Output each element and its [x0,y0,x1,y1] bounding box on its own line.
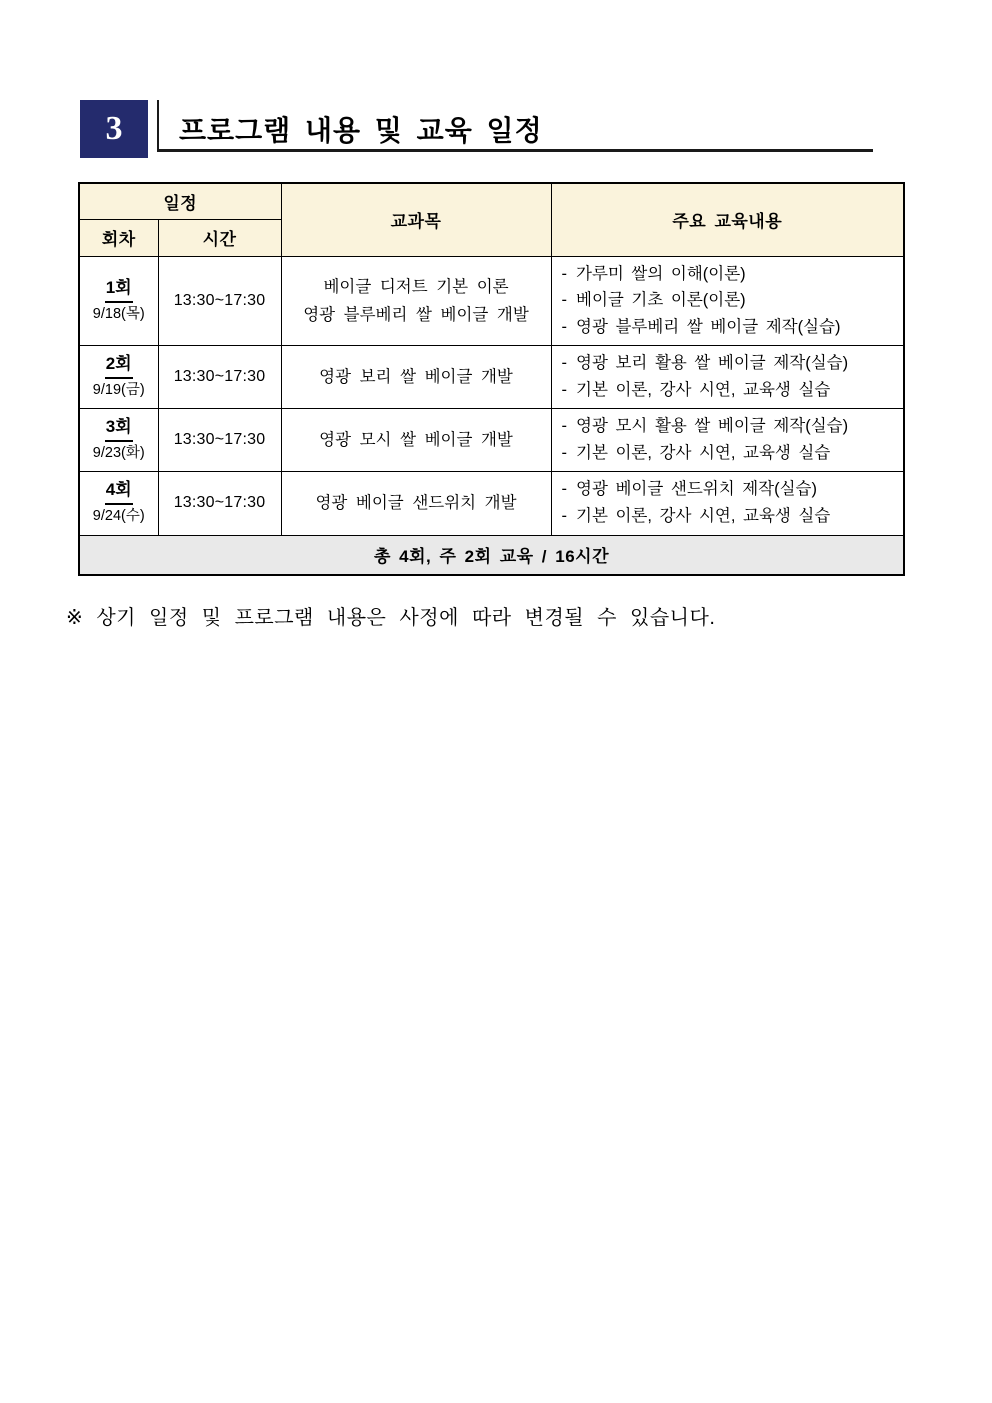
contents-cell [551,471,904,535]
bullet-dash: - [561,416,568,435]
section-header [80,100,873,158]
summary-cell: 총 4회, 주 2회 교육 / 16시간 [79,535,904,575]
content-text: 영광 보리 활용 쌀 베이글 제작(실습) [576,353,849,372]
subject-line: 베이글 디저트 기본 이론 [323,277,509,296]
content-item [560,440,900,467]
contents-cell [551,408,904,471]
content-text: 기본 이론, 강사 시연, 교육생 실습 [576,507,831,526]
table-row [79,471,904,535]
table-row [79,256,904,345]
schedule-table [78,182,905,576]
column-header-session: 회차 [79,219,158,256]
content-text: 베이글 기초 이론(이론) [576,291,746,310]
session-cell [79,408,158,471]
session-cell [79,345,158,408]
section-number-box [80,100,148,158]
disclaimer-note: ※ 상기 일정 및 프로그램 내용은 사정에 따라 변경될 수 있습니다. [66,607,716,630]
subject-cell [281,256,551,345]
content-item [560,350,900,377]
content-text: 기본 이론, 강사 시연, 교육생 실습 [576,380,831,399]
column-header-schedule: 일정 [79,183,281,219]
content-item [560,476,900,503]
subject-cell [281,408,551,471]
subject-cell [281,345,551,408]
subject-line: 영광 모시 쌀 베이글 개발 [319,430,513,449]
content-text: 영광 블루베리 쌀 베이글 제작(실습) [576,317,841,336]
session-number: 4회 [105,479,133,505]
table-summary-row [79,535,904,575]
subject-line: 영광 블루베리 쌀 베이글 개발 [303,305,529,324]
bullet-dash: - [561,480,568,499]
page-title: 프로그램 내용 및 교육 일정 [179,115,543,146]
bullet-dash: - [561,291,568,310]
content-text: 가루미 쌀의 이해(이론) [576,264,746,283]
subject-cell [281,471,551,535]
content-item [560,261,900,288]
session-number: 3회 [105,416,133,442]
bullet-dash: - [561,380,568,399]
table-row [79,345,904,408]
content-item [560,503,900,530]
subject-line: 영광 베이글 샌드위치 개발 [315,494,517,513]
content-item [560,314,900,341]
table-header [79,183,904,256]
session-date: 9/19(금) [92,381,145,398]
subject-line: 영광 보리 쌀 베이글 개발 [319,367,513,386]
contents-cell [551,256,904,345]
time-cell: 13:30~17:30 [158,408,281,471]
column-header-contents: 주요 교육내용 [551,183,904,256]
session-cell [79,256,158,345]
content-text: 영광 베이글 샌드위치 제작(실습) [576,480,817,499]
section-number: 3 [105,110,123,147]
table-row [79,408,904,471]
content-text: 기본 이론, 강사 시연, 교육생 실습 [576,443,831,462]
column-header-subject: 교과목 [281,183,551,256]
time-cell: 13:30~17:30 [158,256,281,345]
session-date: 9/24(수) [92,508,145,525]
session-cell [79,471,158,535]
bullet-dash: - [561,264,568,283]
session-date: 9/18(목) [92,305,145,322]
session-number: 1회 [105,277,133,303]
contents-cell [551,345,904,408]
content-text: 영광 모시 활용 쌀 베이글 제작(실습) [576,416,849,435]
content-item [560,413,900,440]
session-date: 9/23(화) [92,444,145,461]
content-item [560,287,900,314]
bullet-dash: - [561,507,568,526]
content-item [560,377,900,404]
column-header-time: 시간 [158,219,281,256]
bullet-dash: - [561,443,568,462]
header-row-top [79,183,904,219]
time-cell: 13:30~17:30 [158,471,281,535]
session-number: 2회 [105,353,133,379]
bullet-dash: - [561,353,568,372]
section-title-area [157,100,873,152]
bullet-dash: - [561,317,568,336]
time-cell: 13:30~17:30 [158,345,281,408]
